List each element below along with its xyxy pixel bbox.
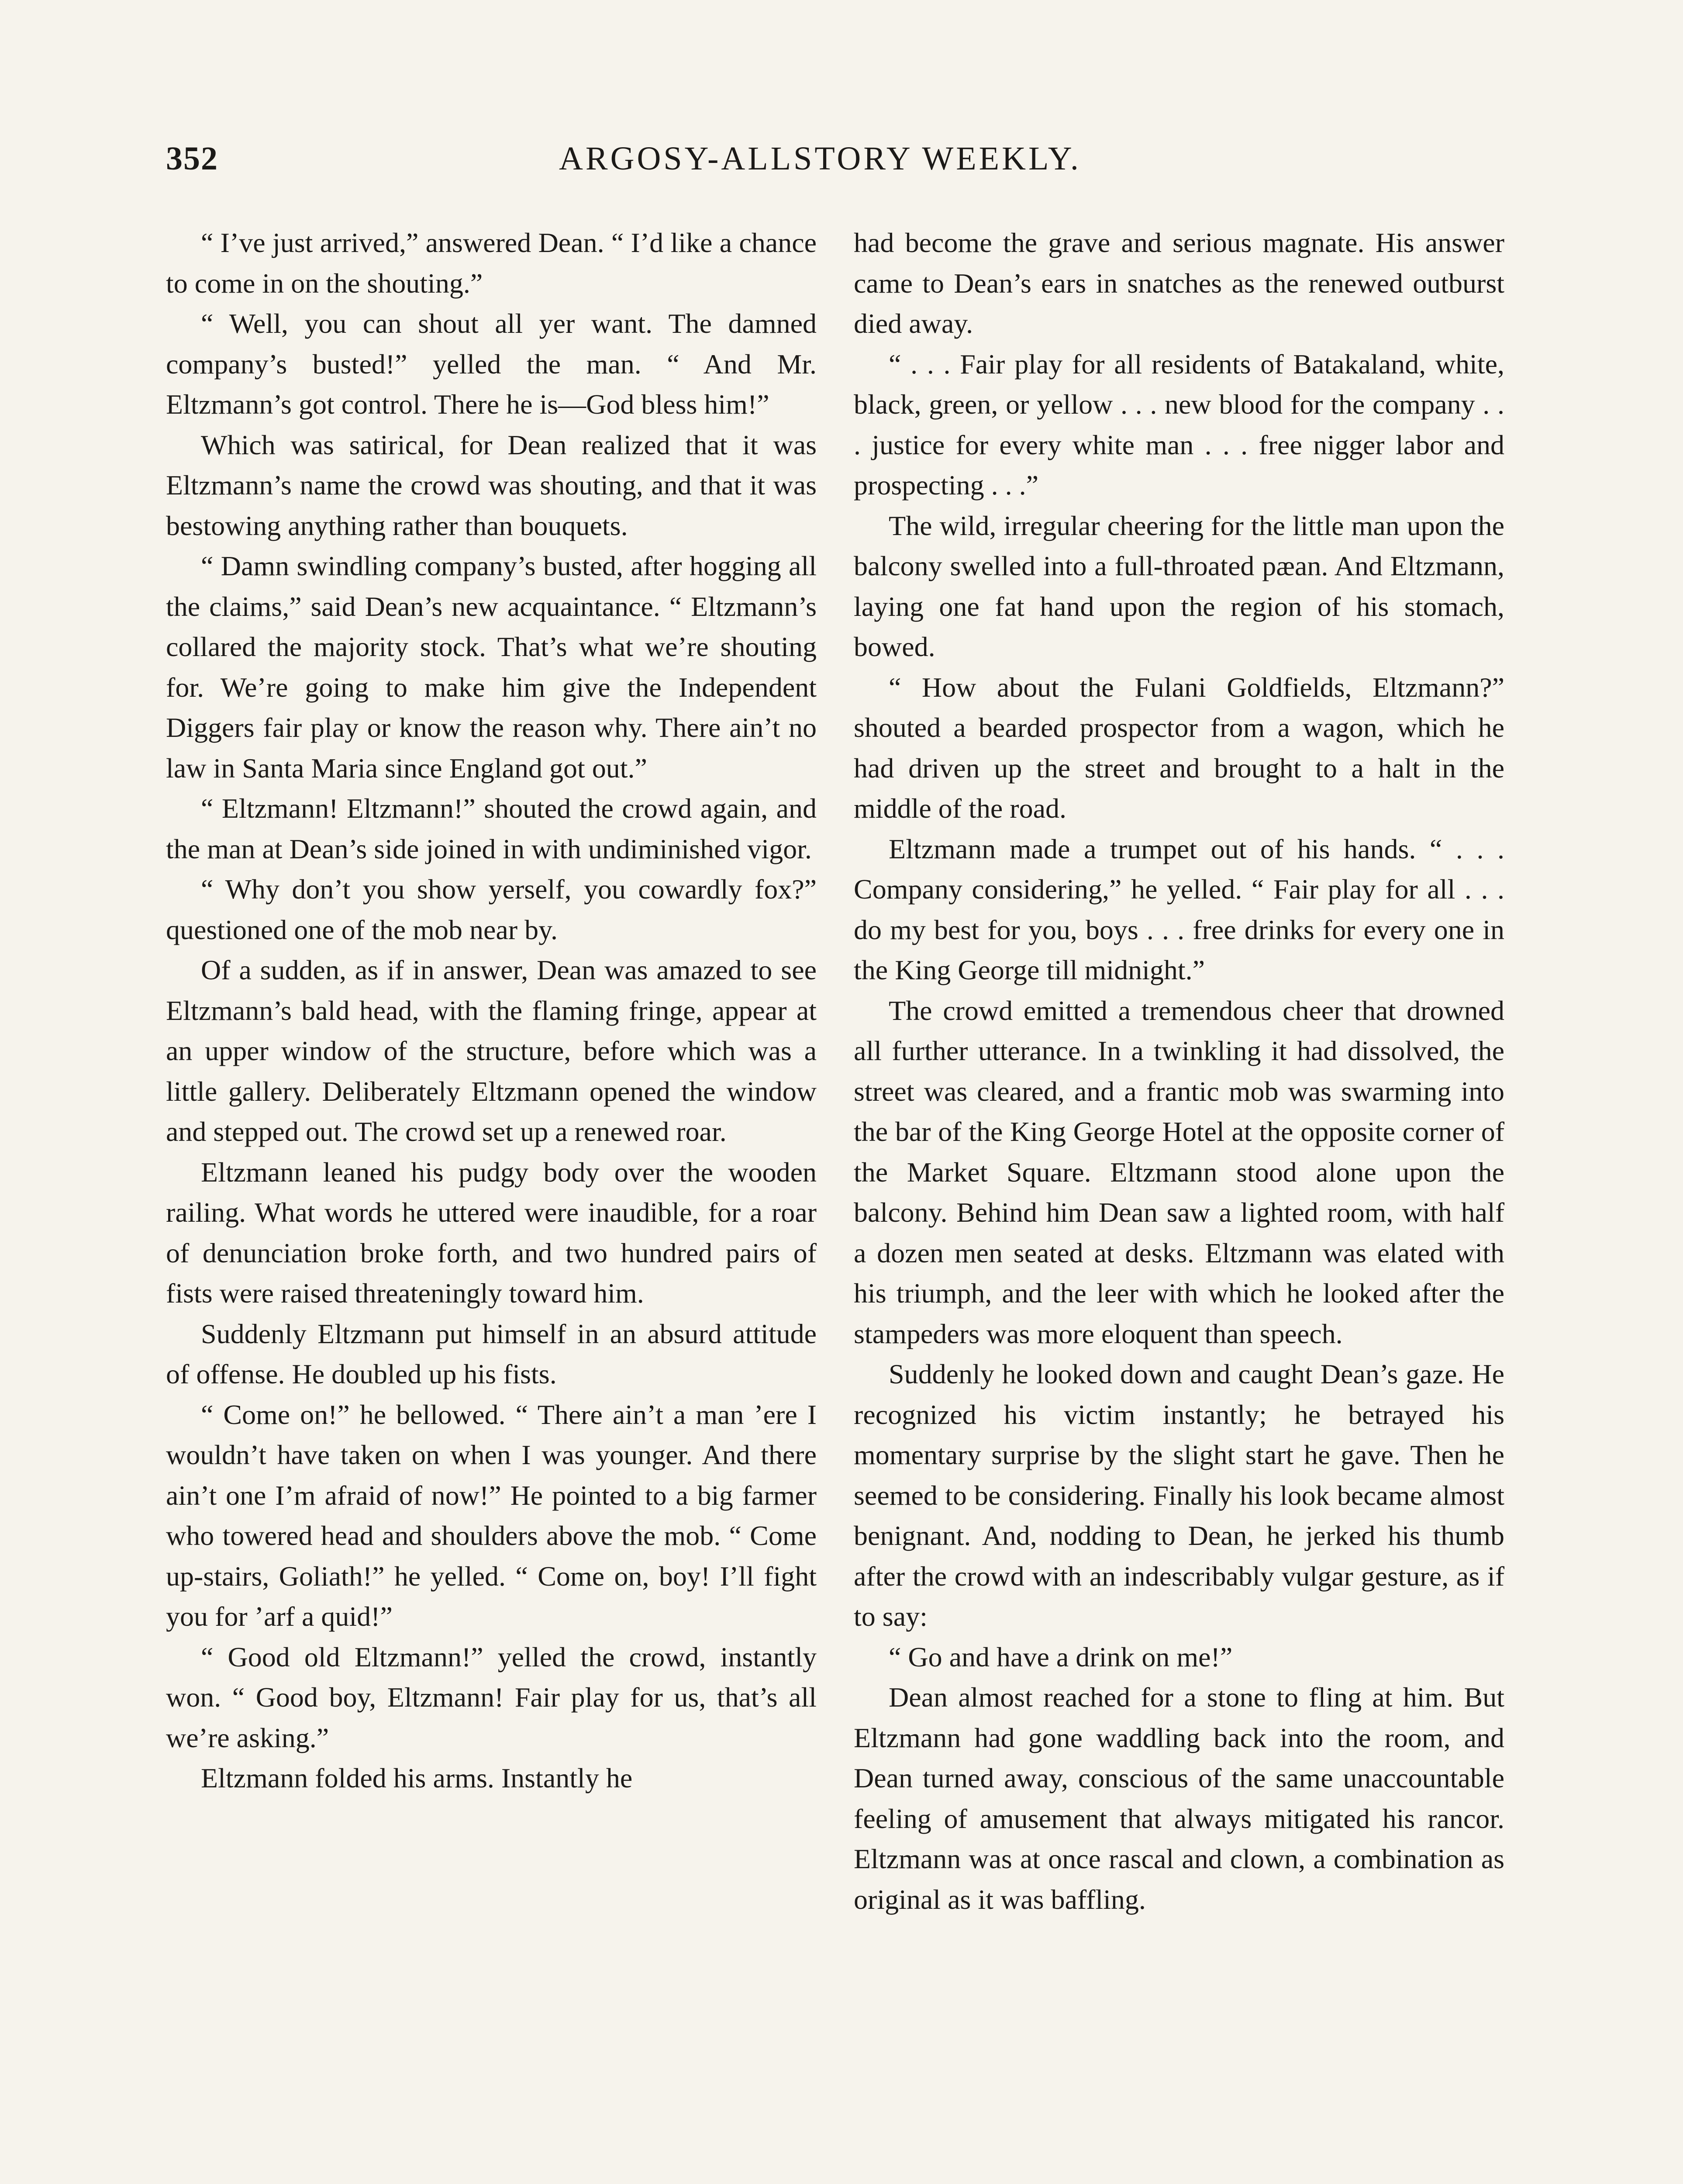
paragraph: “ Come on!” he bellowed. “ There ain’t a man ’ere I wouldn’t have taken on when I was younger. And there ain’t one I’m afraid of now!” He pointed to a big farmer who towered head and shoulders above the mob. “ Come up-stairs, Goliath!” he yelled. “ Come on, boy! I’ll fight you for ’arf a quid!” [166, 1399, 817, 1632]
paragraph: “ Well, you can shout all yer want. The damned company’s busted!” yelled the man. “ And Mr. Eltzmann’s got control. There he is—God bless him!” [166, 308, 817, 420]
paragraph: The crowd emitted a tremendous cheer that drowned all further utterance. In a twinkling it had dissolved, the street was cleared, and a frantic mob was swarming into the bar of the King George Hotel at the opposite corner of the Market Square. Eltzmann stood alone upon the balcony. Behind him Dean saw a lighted room, with half a dozen men seated at desks. Eltzmann was elated with his triumph, and the leer with which he looked after the stampeders was more eloquent than speech. [854, 995, 1504, 1349]
paragraph: “ Eltzmann! Eltzmann!” shouted the crowd again, and the man at Dean’s side joined in with undiminished vigor. [166, 793, 817, 864]
paragraph-continued: had become the grave and serious magnate. His answer came to Dean’s ears in snatches as the renewed outburst died away. [854, 227, 1504, 339]
right-column [854, 223, 1504, 1920]
paragraph: “ . . . Fair play for all residents of Batakaland, white, black, green, or yellow . . . new blood for the company . . . justice for every white man . . . free nigger labor and prospecting . . .” [854, 348, 1504, 501]
paragraph: “ Why don’t you show yerself, you cowardly fox?” questioned one of the mob near by. [166, 874, 817, 945]
paragraph: Eltzmann made a trumpet out of his hands. “ . . . Company considering,” he yelled. “ Fair play for all . . . do my best for you, boys . . . free drinks for every one in the King George till midnight.” [854, 833, 1504, 985]
paragraph: Which was satirical, for Dean realized that it was Eltzmann’s name the crowd was shouting, and that it was bestowing anything rather than bouquets. [166, 429, 817, 541]
paragraph: The wild, irregular cheering for the little man upon the balcony swelled into a full-throated pæan. And Eltzmann, laying one fat hand upon the region of his stomach, bowed. [854, 510, 1504, 662]
page-header [166, 140, 1148, 192]
paragraph: Of a sudden, as if in answer, Dean was amazed to see Eltzmann’s bald head, with the flaming fringe, appear at an upper window of the structure, before which was a little gallery. Deliberately Eltzmann opened the window and stepped out. The crowd set up a renewed roar. [166, 954, 817, 1147]
paragraph: Suddenly Eltzmann put himself in an absurd attitude of offense. He doubled up his fists. [166, 1318, 817, 1389]
paragraph: Eltzmann folded his arms. Instantly he [201, 1762, 633, 1794]
paragraph: “ How about the Fulani Goldfields, Eltzmann?” shouted a bearded prospector from a wagon, which he had driven up the street and brought to a halt in the middle of the road. [854, 671, 1504, 824]
page-number: 352 [166, 140, 218, 177]
paragraph: “ Damn swindling company’s busted, after hogging all the claims,” said Dean’s new acquaintance. “ Eltzmann’s collared the majority stock. That’s what we’re shouting for. We’re going to make him give the Independent Diggers fair play or know the reason why. There ain’t no law in Santa Maria since England got out.” [166, 550, 817, 784]
paragraph: “ Good old Eltzmann!” yelled the crowd, instantly won. “ Good boy, Eltzmann! Fair play for us, that’s all we’re asking.” [166, 1641, 817, 1753]
paragraph: “ Go and have a drink on me!” [889, 1641, 1233, 1673]
paragraph: “ I’ve just arrived,” answered Dean. “ I’d like a chance to come in on the shouting.” [166, 227, 817, 299]
left-column [166, 223, 817, 1799]
paragraph: Dean almost reached for a stone to fling at him. But Eltzmann had gone waddling back into the room, and Dean turned away, conscious of the same unaccountable feeling of amusement that always mitigated his rancor. Eltzmann was at once rascal and clown, a combination as original as it was baffling. [854, 1682, 1504, 1915]
running-head: ARGOSY-ALLSTORY WEEKLY. [559, 140, 1081, 177]
paragraph: Eltzmann leaned his pudgy body over the wooden railing. What words he uttered were inaudible, for a roar of denunciation broke forth, and two hundred pairs of fists were raised threateningly toward him. [166, 1156, 817, 1309]
paragraph: Suddenly he looked down and caught Dean’s gaze. He recognized his victim instantly; he betrayed his momentary surprise by the slight start he gave. Then he seemed to be considering. Finally his look became almost benignant. And, nodding to Dean, he jerked his thumb after the crowd with an indescribably vulgar gesture, as if to say: [854, 1358, 1504, 1632]
